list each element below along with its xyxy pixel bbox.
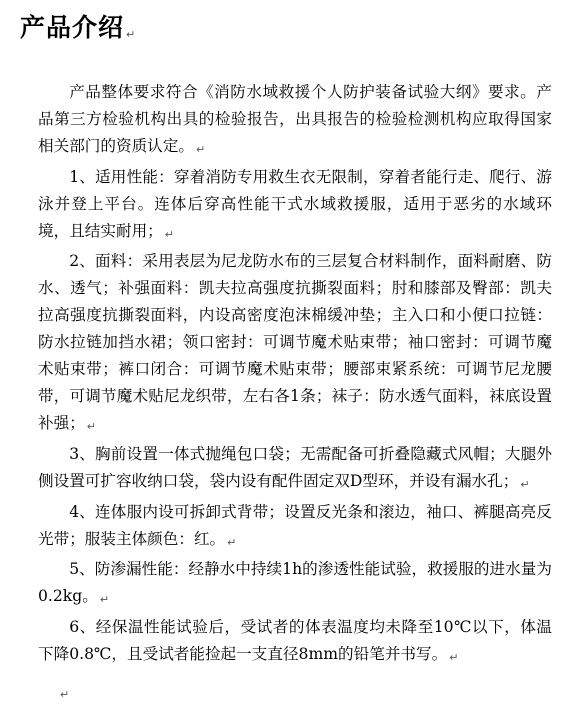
- paragraph-text: 2、面料：采用表层为尼龙防水布的三层复合材料制作，面料耐磨、防水、透气；补强面料：凯夫拉高强度抗撕裂面料；肘和膝部及臀部：凯夫拉高强度抗撕裂面料，内设高密度泡沫棉缓冲垫；主入口和小便口拉链：防水拉链加挡水裙；领口密封：可调节魔术贴束带；袖口密封：可调节魔术贴束带；裤口闭合：可调节魔术贴束带；腰部束紧系统：可调节尼龙腰带，可调节魔术贴尼龙织带，左右各1条；袜子：防水透气面料，袜底设置补强；: [38, 252, 552, 432]
- paragraph-mark-icon: ↵: [99, 593, 110, 607]
- paragraph-pockets: [38, 441, 552, 499]
- paragraph-text: 1、适用性能：穿着消防专用救生衣无限制，穿着者能行走、爬行、游泳并登上平台。连体后穿高性能干式水域救援服，适用于恶劣的水域环境，且结实耐用；: [38, 167, 552, 240]
- paragraph-mark-icon: ↵: [164, 227, 174, 241]
- paragraph-text: 产品整体要求符合《消防水域救援个人防护装备试验大纲》要求。产品第三方检验机构出具的检验报告，出具报告的检验检测机构应取得国家相关部门的资质认定。: [38, 83, 552, 155]
- paragraph-insulation: [38, 614, 552, 672]
- paragraph-applicability: [38, 164, 552, 249]
- paragraph-intro: [38, 79, 552, 164]
- paragraph-mark-icon: ↵: [86, 419, 97, 433]
- document-body: [38, 79, 552, 672]
- document-title: [20, 8, 136, 55]
- paragraph-text: 5、防渗漏性能：经静水中持续1h的渗透性能试验，救援服的进水量为0.2kg。: [38, 560, 552, 606]
- paragraph-mark-icon: ↵: [195, 142, 206, 156]
- paragraph-mark-icon: ↵: [60, 688, 70, 701]
- paragraph-text: 3、胸前设置一体式抛绳包口袋；无需配备可折叠隐藏式风帽；大腿外侧设置可扩容收纳口袋，袋内设有配件固定双D型环，并设有漏水孔；: [38, 444, 552, 490]
- paragraph-suspenders: [38, 499, 552, 557]
- paragraph-mark-icon: ↵: [449, 651, 459, 665]
- paragraph-fabric: [38, 248, 552, 440]
- paragraph-text: 6、经保温性能试验后，受试者的体表温度均未降至10℃以下，体温下降0.8℃，且受试者能捡起一支直径8mm的铅笔并书写。: [38, 618, 552, 664]
- paragraph-mark-icon: ↵: [126, 28, 137, 41]
- paragraph-leakage: [38, 556, 552, 614]
- paragraph-mark-icon: ↵: [227, 535, 237, 549]
- paragraph-text: 4、连体服内设可拆卸式背带；设置反光条和滚边，袖口、裤腿高亮反光带；服装主体颜色：红。: [38, 502, 552, 548]
- paragraph-mark-icon: ↵: [520, 477, 530, 491]
- document-title-text: 产品介绍: [20, 13, 125, 42]
